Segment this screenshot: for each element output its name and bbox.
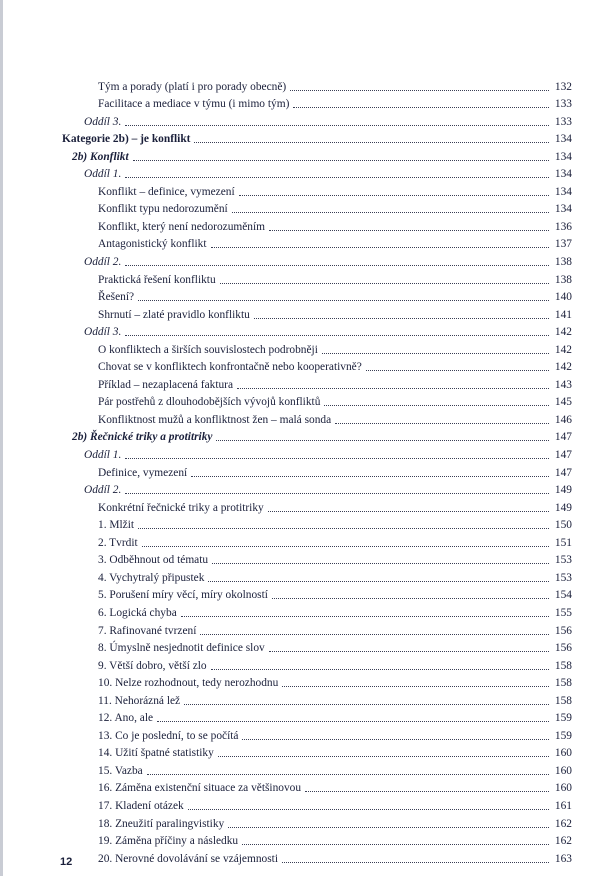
toc-entry-label: 16. Záměna existenční situace za většinovou (98, 782, 302, 795)
dot-leader (147, 773, 549, 775)
toc-entry-label: 8. Úmyslně nesjednotit definice slov (98, 642, 265, 655)
toc-entry (62, 216, 572, 234)
toc-entry (62, 199, 572, 217)
toc-entry-label: 3. Odběhnout od tématu (98, 554, 209, 567)
dot-leader (242, 843, 549, 845)
toc-entry-label: 12. Ano, ale (98, 712, 154, 725)
toc-entry-label: 6. Logická chyba (98, 606, 177, 619)
toc-entry (62, 497, 572, 515)
toc-entry-label: Oddíl 1. (84, 168, 122, 181)
toc-entry-label: 13. Co je poslední, to se počítá (98, 729, 239, 742)
toc-entry-label: Facilitace a mediace v týmu (i mimo tým) (98, 98, 290, 111)
toc-entry-label: Shrnutí – zlaté pravidlo konfliktu (98, 308, 250, 321)
toc-entry-label: 9. Větší dobro, větší zlo (98, 659, 207, 672)
dot-leader (232, 211, 549, 213)
toc-entry-label: Tým a porady (platí i pro porady obecně) (98, 80, 287, 93)
dot-leader (125, 492, 549, 494)
toc-entry (62, 181, 572, 199)
dot-leader (272, 597, 549, 599)
toc-entry-label: Oddíl 2. (84, 256, 122, 269)
toc-entry-page: 158 (554, 659, 572, 672)
toc-entry-page: 159 (554, 729, 572, 742)
toc-entry (62, 111, 572, 129)
dot-leader (324, 404, 549, 406)
toc-entry-label: Definice, vymezení (98, 466, 188, 479)
dot-leader (200, 633, 549, 635)
toc-entry (62, 638, 572, 656)
toc-entry (62, 444, 572, 462)
dot-leader (220, 282, 549, 284)
toc-entry-label: Příklad – nezaplacená faktura (98, 378, 234, 391)
toc-entry (62, 813, 572, 831)
toc-entry-label: Antagonistický konflikt (98, 238, 207, 251)
dot-leader (282, 861, 549, 863)
toc-entry-page: 156 (554, 642, 572, 655)
toc-entry-page: 142 (554, 326, 572, 339)
toc-entry-label: Oddíl 2. (84, 484, 122, 497)
dot-leader (125, 457, 549, 459)
toc-entry (62, 164, 572, 182)
dot-leader (188, 808, 549, 810)
toc-entry (62, 269, 572, 287)
toc-entry (62, 743, 572, 761)
toc-entry-label: 17. Kladení otázek (98, 799, 184, 812)
toc-entry-page: 143 (554, 378, 572, 391)
dot-leader (237, 387, 549, 389)
toc-entry-label: Praktická řešení konfliktu (98, 273, 216, 286)
toc-entry (62, 585, 572, 603)
toc-entry-page: 151 (554, 536, 572, 549)
toc-entry-page: 132 (554, 80, 572, 93)
dot-leader (268, 510, 549, 512)
scan-edge (0, 0, 3, 876)
toc-entry-page: 150 (554, 519, 572, 532)
toc-entry (62, 725, 572, 743)
toc-entry (62, 673, 572, 691)
toc-entry-page: 161 (554, 799, 572, 812)
toc-entry-label: 10. Nelze rozhodnout, tedy nerozhodnu (98, 677, 279, 690)
toc-entry (62, 76, 572, 94)
dot-leader (142, 545, 549, 547)
toc-entry-page: 134 (554, 203, 572, 216)
toc-entry-label: 11. Nehorázná lež (98, 694, 181, 707)
toc-entry-page: 134 (554, 168, 572, 181)
toc-entry (62, 848, 572, 866)
toc-entry-page: 153 (554, 571, 572, 584)
toc-entry-page: 134 (554, 133, 572, 146)
dot-leader (366, 369, 549, 371)
dot-leader (194, 141, 549, 143)
toc-entry (62, 146, 572, 164)
dot-leader (218, 755, 549, 757)
toc-entry-label: Konflikt – definice, vymezení (98, 185, 235, 198)
toc-entry-label: 7. Rafinované tvrzení (98, 624, 197, 637)
toc-entry-page: 140 (554, 291, 572, 304)
toc-entry (62, 251, 572, 269)
toc-entry (62, 322, 572, 340)
dot-leader (269, 229, 549, 231)
toc-entry (62, 795, 572, 813)
toc-entry (62, 129, 572, 147)
dot-leader (184, 703, 549, 705)
toc-entry-label: Konkrétní řečnické triky a protitriky (98, 501, 264, 514)
toc-entry (62, 392, 572, 410)
toc-entry (62, 515, 572, 533)
toc-entry (62, 550, 572, 568)
toc-entry (62, 462, 572, 480)
toc-entry-page: 159 (554, 712, 572, 725)
toc-entry-page: 147 (554, 449, 572, 462)
dot-leader (322, 352, 549, 354)
toc-entry-label: Kategorie 2b) – je konflikt (62, 133, 191, 146)
toc-entry-page: 158 (554, 677, 572, 690)
toc-entry-page: 160 (554, 782, 572, 795)
dot-leader (138, 527, 549, 529)
toc-entry-page: 147 (554, 431, 572, 444)
dot-leader (242, 738, 549, 740)
dot-leader (133, 159, 549, 161)
dot-leader (305, 790, 549, 792)
dot-leader (138, 299, 549, 301)
dot-leader (282, 685, 549, 687)
dot-leader (191, 475, 549, 477)
toc-entry-label: 14. Užití špatné statistiky (98, 747, 214, 760)
toc-entry-label: Chovat se v konfliktech konfrontačně nebo kooperativně? (98, 361, 362, 374)
toc-entry-label: 2b) Konflikt (72, 150, 129, 163)
toc-entry-page: 155 (554, 606, 572, 619)
toc-entry-label: 2b) Řečnické triky a protitriky (72, 431, 213, 444)
toc-entry-label: Konfliktnost mužů a konfliktnost žen – malá sonda (98, 413, 332, 426)
toc-entry-page: 133 (554, 98, 572, 111)
dot-leader (254, 317, 549, 319)
toc-entry-page: 146 (554, 413, 572, 426)
toc-entry-page: 147 (554, 466, 572, 479)
toc-entry (62, 480, 572, 498)
toc-entry (62, 602, 572, 620)
dot-leader (208, 580, 549, 582)
dot-leader (239, 194, 549, 196)
toc-entry (62, 708, 572, 726)
toc-entry-page: 160 (554, 764, 572, 777)
dot-leader (290, 89, 549, 91)
dot-leader (125, 124, 549, 126)
toc-entry (62, 690, 572, 708)
toc-entry-label: 19. Záměna příčiny a následku (98, 835, 239, 848)
toc-entry (62, 234, 572, 252)
toc-entry (62, 94, 572, 112)
toc-entry-label: O konfliktech a širších souvislostech podrobněji (98, 343, 318, 356)
dot-leader (212, 562, 549, 564)
toc-entry-label: Pár postřehů z dlouhodobějších vývojů konfliktů (98, 396, 321, 409)
toc-entry (62, 357, 572, 375)
toc-entry-page: 138 (554, 273, 572, 286)
toc-entry-page: 133 (554, 115, 572, 128)
table-of-contents (62, 76, 572, 866)
toc-entry-page: 149 (554, 501, 572, 514)
dot-leader (335, 422, 549, 424)
toc-entry (62, 620, 572, 638)
toc-entry (62, 760, 572, 778)
toc-entry-page: 142 (554, 361, 572, 374)
page-number: 12 (60, 856, 73, 868)
dot-leader (216, 439, 549, 441)
toc-entry-page: 153 (554, 554, 572, 567)
toc-entry-label: Konflikt typu nedorozumění (98, 203, 228, 216)
toc-entry-page: 149 (554, 484, 572, 497)
dot-leader (211, 668, 549, 670)
toc-entry-page: 162 (554, 835, 572, 848)
toc-entry-label: Oddíl 3. (84, 326, 122, 339)
toc-entry-page: 141 (554, 308, 572, 321)
toc-entry-page: 158 (554, 694, 572, 707)
toc-entry-page: 160 (554, 747, 572, 760)
toc-entry-label: Konflikt, který není nedorozuměním (98, 220, 266, 233)
toc-entry-page: 156 (554, 624, 572, 637)
toc-entry (62, 778, 572, 796)
toc-entry (62, 427, 572, 445)
toc-entry (62, 567, 572, 585)
toc-entry-label: Oddíl 3. (84, 115, 122, 128)
toc-entry-page: 134 (554, 185, 572, 198)
toc-entry (62, 409, 572, 427)
dot-leader (125, 264, 549, 266)
dot-leader (157, 720, 549, 722)
toc-entry (62, 831, 572, 849)
dot-leader (125, 176, 549, 178)
dot-leader (125, 334, 549, 336)
toc-entry-page: 136 (554, 220, 572, 233)
toc-entry-page: 138 (554, 256, 572, 269)
dot-leader (181, 615, 549, 617)
toc-entry (62, 532, 572, 550)
toc-entry (62, 339, 572, 357)
dot-leader (293, 106, 549, 108)
toc-entry-label: Oddíl 1. (84, 449, 122, 462)
toc-entry-label: Řešení? (98, 291, 135, 304)
toc-entry-label: 5. Porušení míry věcí, míry okolností (98, 589, 268, 602)
toc-entry-page: 134 (554, 150, 572, 163)
toc-entry (62, 304, 572, 322)
dot-leader (269, 650, 549, 652)
dot-leader (211, 246, 549, 248)
toc-entry-page: 163 (554, 852, 572, 865)
toc-entry (62, 655, 572, 673)
toc-entry-page: 145 (554, 396, 572, 409)
toc-entry-label: 15. Vazba (98, 764, 143, 777)
toc-entry-label: 2. Tvrdit (98, 536, 138, 549)
toc-entry-page: 154 (554, 589, 572, 602)
toc-entry-label: 18. Zneužití paralingvistiky (98, 817, 225, 830)
toc-entry-page: 142 (554, 343, 572, 356)
toc-entry (62, 374, 572, 392)
toc-entry-label: 20. Nerovné dovolávání se vzájemnosti (98, 852, 278, 865)
toc-entry-label: 4. Vychytralý připustek (98, 571, 205, 584)
toc-entry-page: 162 (554, 817, 572, 830)
toc-entry-label: 1. Mlžit (98, 519, 135, 532)
dot-leader (228, 826, 549, 828)
toc-entry (62, 287, 572, 305)
toc-entry-page: 137 (554, 238, 572, 251)
